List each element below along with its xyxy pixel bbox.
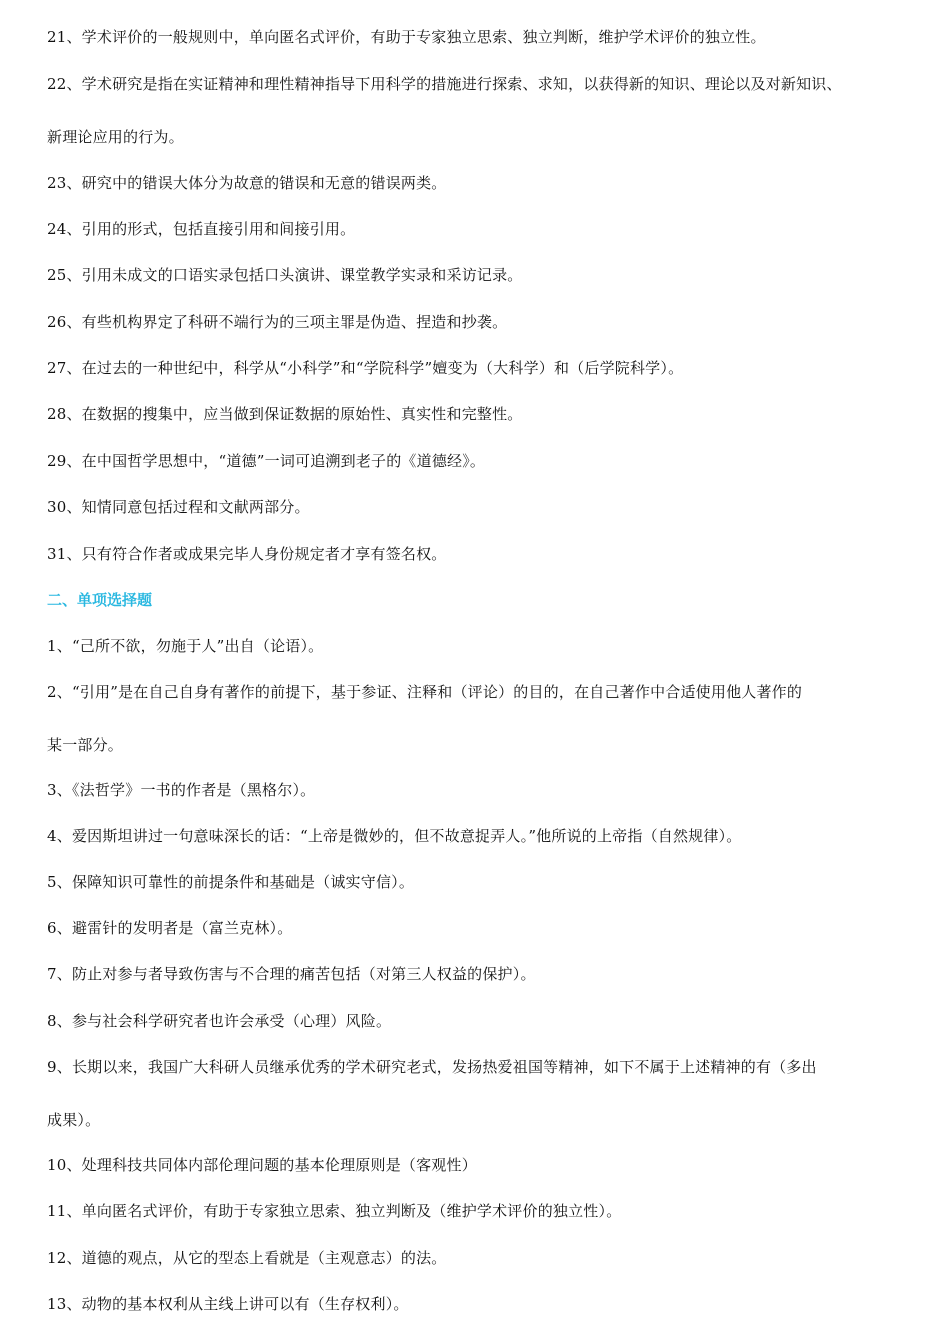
item-30: 30、知情同意包括过程和文献两部分。	[47, 498, 310, 516]
question-6: 6、避雷针的发明者是（富兰克林）。	[47, 919, 293, 937]
question-12: 12、道德的观点，从它的型态上看就是（主观意志）的法。	[47, 1249, 447, 1267]
item-23: 23、研究中的错误大体分为故意的错误和无意的错误两类。	[47, 174, 447, 192]
question-2: 2、“引用”是在自己自身有著作的前提下，基于参证、注释和（评论）的目的，在自己著作中合适使用他人著作的	[47, 683, 803, 701]
question-5: 5、保障知识可靠性的前提条件和基础是（诚实守信）。	[47, 873, 415, 891]
question-9: 9、长期以来，我国广大科研人员继承优秀的学术研究老式，发扬热爱祖国等精神，如下不属于上述精神的有（多出	[47, 1058, 817, 1076]
question-8: 8、参与社会科学研究者也许会承受（心理）风险。	[47, 1012, 392, 1030]
question-1: 1、“己所不欲，勿施于人”出自（论语）。	[47, 637, 324, 655]
item-27: 27、在过去的一种世纪中，科学从“小科学”和“学院科学”嬗变为（大科学）和（后学院科学）。	[47, 359, 684, 377]
question-2-cont: 某一部分。	[47, 736, 124, 754]
item-31: 31、只有符合作者或成果完毕人身份规定者才享有签名权。	[47, 545, 447, 563]
question-9-cont: 成果）。	[47, 1111, 101, 1129]
item-22-cont: 新理论应用的行为。	[47, 128, 184, 146]
item-28: 28、在数据的搜集中，应当做到保证数据的原始性、真实性和完整性。	[47, 405, 523, 423]
question-11: 11、单向匿名式评价，有助于专家独立思索、独立判断及（维护学术评价的独立性）。	[47, 1202, 622, 1220]
item-25: 25、引用未成文的口语实录包括口头演讲、课堂教学实录和采访记录。	[47, 266, 523, 284]
question-7: 7、防止对参与者导致伤害与不合理的痛苦包括（对第三人权益的保护）。	[47, 965, 536, 983]
item-22: 22、学术研究是指在实证精神和理性精神指导下用科学的措施进行探索、求知，以获得新的知识、理论以及对新知识、	[47, 75, 842, 93]
question-4: 4、爱因斯坦讲过一句意味深长的话：“上帝是微妙的，但不故意捉弄人。”他所说的上帝指（自然规律）。	[47, 827, 742, 845]
item-26: 26、有些机构界定了科研不端行为的三项主罪是伪造、捏造和抄袭。	[47, 313, 508, 331]
item-21: 21、学术评价的一般规则中，单向匿名式评价，有助于专家独立思索、独立判断，维护学术评价的独立性。	[47, 28, 766, 46]
item-29: 29、在中国哲学思想中，“道德”一词可追溯到老子的《道德经》。	[47, 452, 486, 470]
section-heading-single-choice: 二、单项选择题	[47, 591, 153, 609]
question-3: 3、《法哲学》一书的作者是（黑格尔）。	[47, 781, 316, 799]
item-24: 24、引用的形式，包括直接引用和间接引用。	[47, 220, 356, 238]
question-13: 13、动物的基本权利从主线上讲可以有（生存权利）。	[47, 1295, 409, 1313]
question-10: 10、处理科技共同体内部伦理问题的基本伦理原则是（客观性）	[47, 1156, 477, 1174]
